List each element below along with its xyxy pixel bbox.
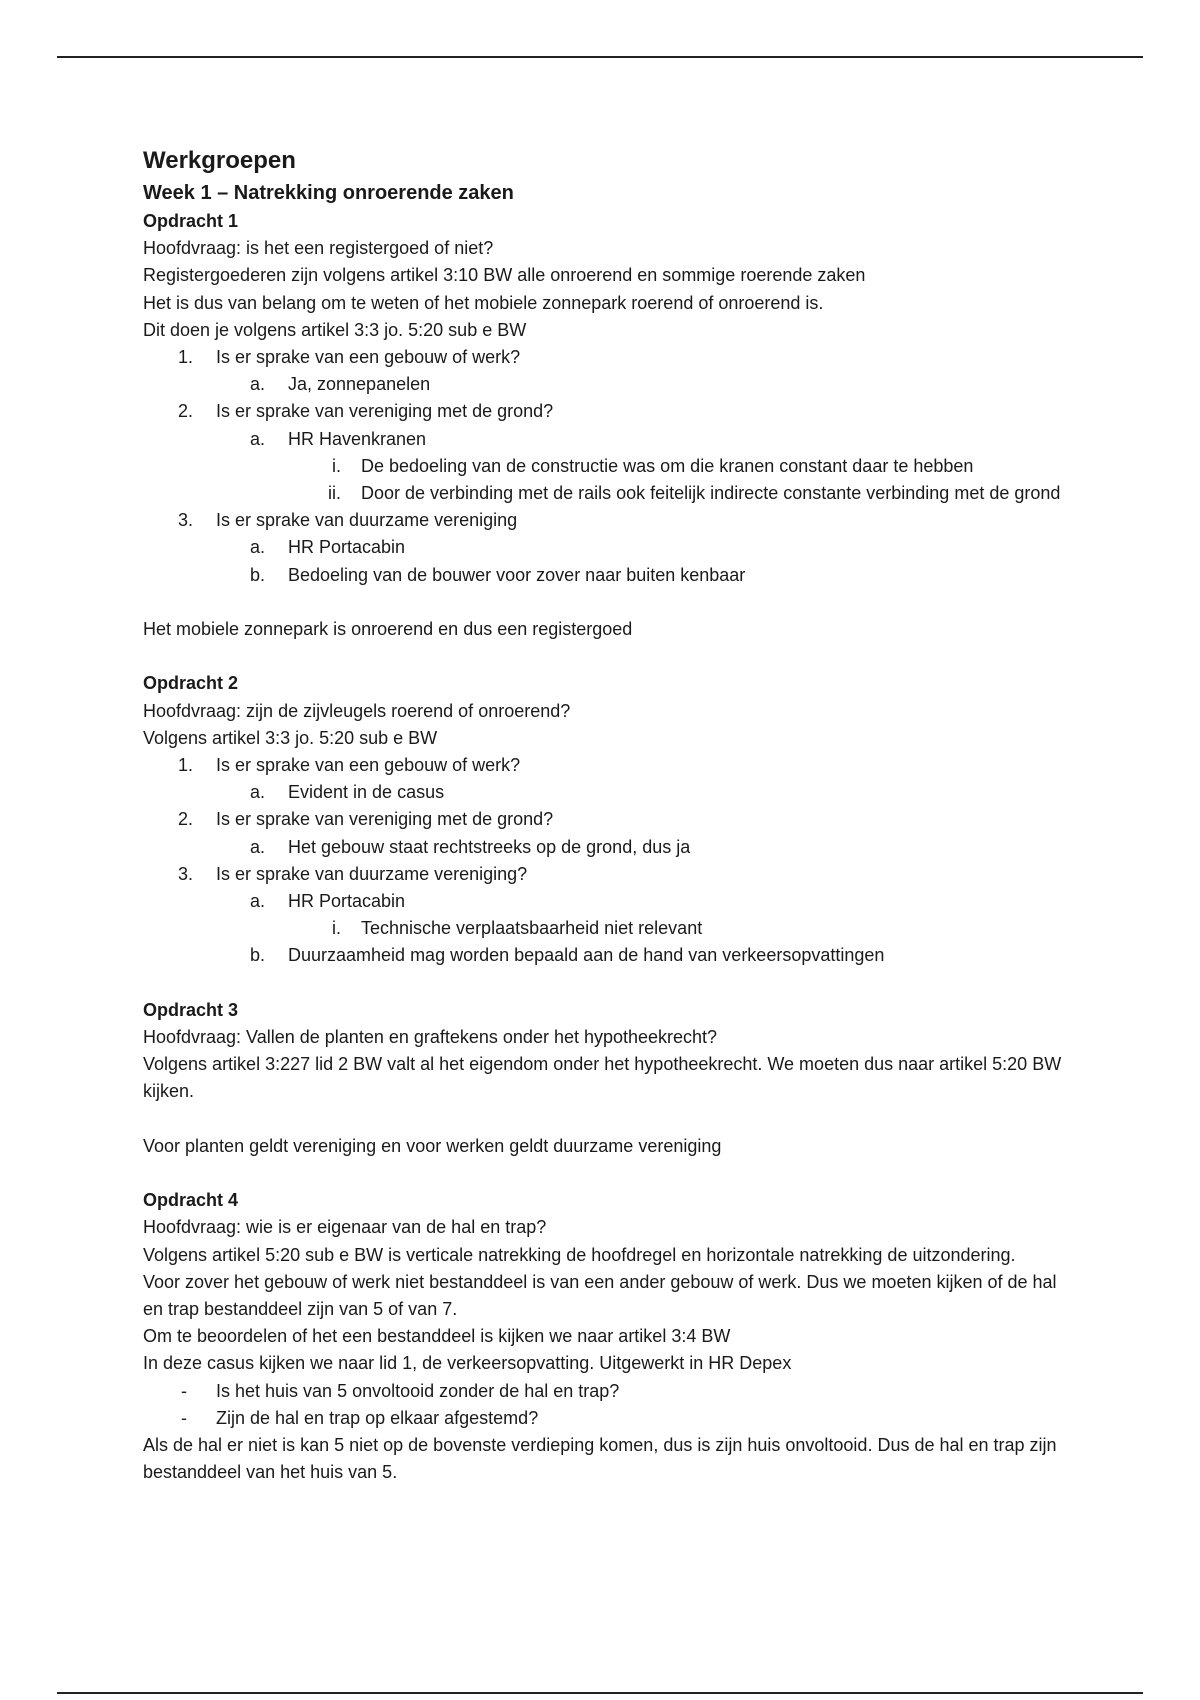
- paragraph: Dit doen je volgens artikel 3:3 jo. 5:20 sub e BW: [143, 319, 527, 340]
- week-heading: Week 1 – Natrekking onroerende zaken: [143, 182, 514, 204]
- list-item: b. Duurzaamheid mag worden bepaald aan de hand van verkeersopvattingen: [249, 945, 885, 966]
- paragraph: Hoofdvraag: Vallen de planten en graftekens onder het hypotheekrecht?: [143, 1027, 718, 1048]
- document-body: [143, 144, 1073, 1486]
- paragraph: Voor planten geldt vereniging en voor werken geldt duurzame vereniging: [143, 1135, 722, 1156]
- paragraph: Volgens artikel 3:227 lid 2 BW valt al het eigendom onder het hypotheekrecht. We moeten dus naar artikel 5:20 BW kijken.: [143, 1054, 1062, 1102]
- paragraph: Voor zover het gebouw of werk niet bestanddeel is van een ander gebouw of werk. Dus we moeten kijken of de hal en trap bestanddeel zijn van 5 of van 7.: [143, 1271, 1057, 1320]
- list-item: i. De bedoeling van de constructie was om die kranen constant daar te hebben: [332, 455, 974, 476]
- list-item: a. Evident in de casus: [249, 782, 445, 803]
- paragraph: In deze casus kijken we naar lid 1, de verkeersopvatting. Uitgewerkt in HR Depex: [143, 1353, 792, 1374]
- opdracht-3-heading: Opdracht 3: [143, 999, 239, 1020]
- opdracht-4-heading: Opdracht 4: [143, 1190, 239, 1211]
- list-item: a. Ja, zonnepanelen: [249, 374, 431, 395]
- paragraph: Hoofdvraag: wie is er eigenaar van de hal en trap?: [143, 1217, 547, 1238]
- paragraph: Hoofdvraag: zijn de zijvleugels roerend of onroerend?: [143, 700, 571, 721]
- list-item: 3. Is er sprake van duurzame vereniging?: [177, 863, 528, 884]
- paragraph: Hoofdvraag: is het een registergoed of niet?: [143, 238, 494, 259]
- list-item: b. Bedoeling van de bouwer voor zover naar buiten kenbaar: [249, 564, 746, 585]
- paragraph: Als de hal er niet is kan 5 niet op de bovenste verdieping komen, dus is zijn huis onvoltooid. Dus de hal en trap zijn bestanddeel van het huis van 5.: [143, 1435, 1057, 1483]
- list-item: a. Het gebouw staat rechtstreeks op de grond, dus ja: [249, 836, 691, 857]
- footer-rule: [57, 1692, 1143, 1694]
- page-title: Werkgroepen: [143, 147, 296, 174]
- paragraph: Volgens artikel 5:20 sub e BW is verticale natrekking de hoofdregel en horizontale natrekking de uitzondering.: [143, 1244, 1016, 1265]
- list-item: 2. Is er sprake van vereniging met de grond?: [177, 401, 554, 422]
- paragraph: Volgens artikel 3:3 jo. 5:20 sub e BW: [143, 727, 438, 748]
- paragraph: Het is dus van belang om te weten of het mobiele zonnepark roerend of onroerend is.: [143, 292, 824, 313]
- list-item: 1. Is er sprake van een gebouw of werk?: [177, 755, 521, 776]
- paragraph: Registergoederen zijn volgens artikel 3:10 BW alle onroerend en sommige roerende zaken: [143, 265, 866, 286]
- list-item: ii. Door de verbinding met de rails ook feitelijk indirecte constante verbinding met de grond: [328, 483, 1061, 504]
- list-item: - Is het huis van 5 onvoltooid zonder de hal en trap?: [181, 1380, 620, 1401]
- opdracht-1-heading: Opdracht 1: [143, 211, 239, 231]
- conclusion: Het mobiele zonnepark is onroerend en dus een registergoed: [143, 619, 633, 640]
- list-item: 2. Is er sprake van vereniging met de grond?: [177, 809, 554, 830]
- opdracht-2-heading: Opdracht 2: [143, 673, 239, 694]
- list-item: 1. Is er sprake van een gebouw of werk?: [177, 347, 521, 368]
- paragraph: Om te beoordelen of het een bestanddeel is kijken we naar artikel 3:4 BW: [143, 1326, 731, 1347]
- list-item: 3. Is er sprake van duurzame vereniging: [177, 510, 518, 531]
- list-item: i. Technische verplaatsbaarheid niet relevant: [332, 918, 703, 939]
- list-item: a. HR Portacabin: [249, 891, 406, 912]
- list-item: - Zijn de hal en trap op elkaar afgestemd?: [181, 1407, 539, 1428]
- header-rule: [57, 56, 1143, 58]
- list-item: a. HR Portacabin: [249, 537, 406, 558]
- list-item: a. HR Havenkranen: [249, 428, 427, 449]
